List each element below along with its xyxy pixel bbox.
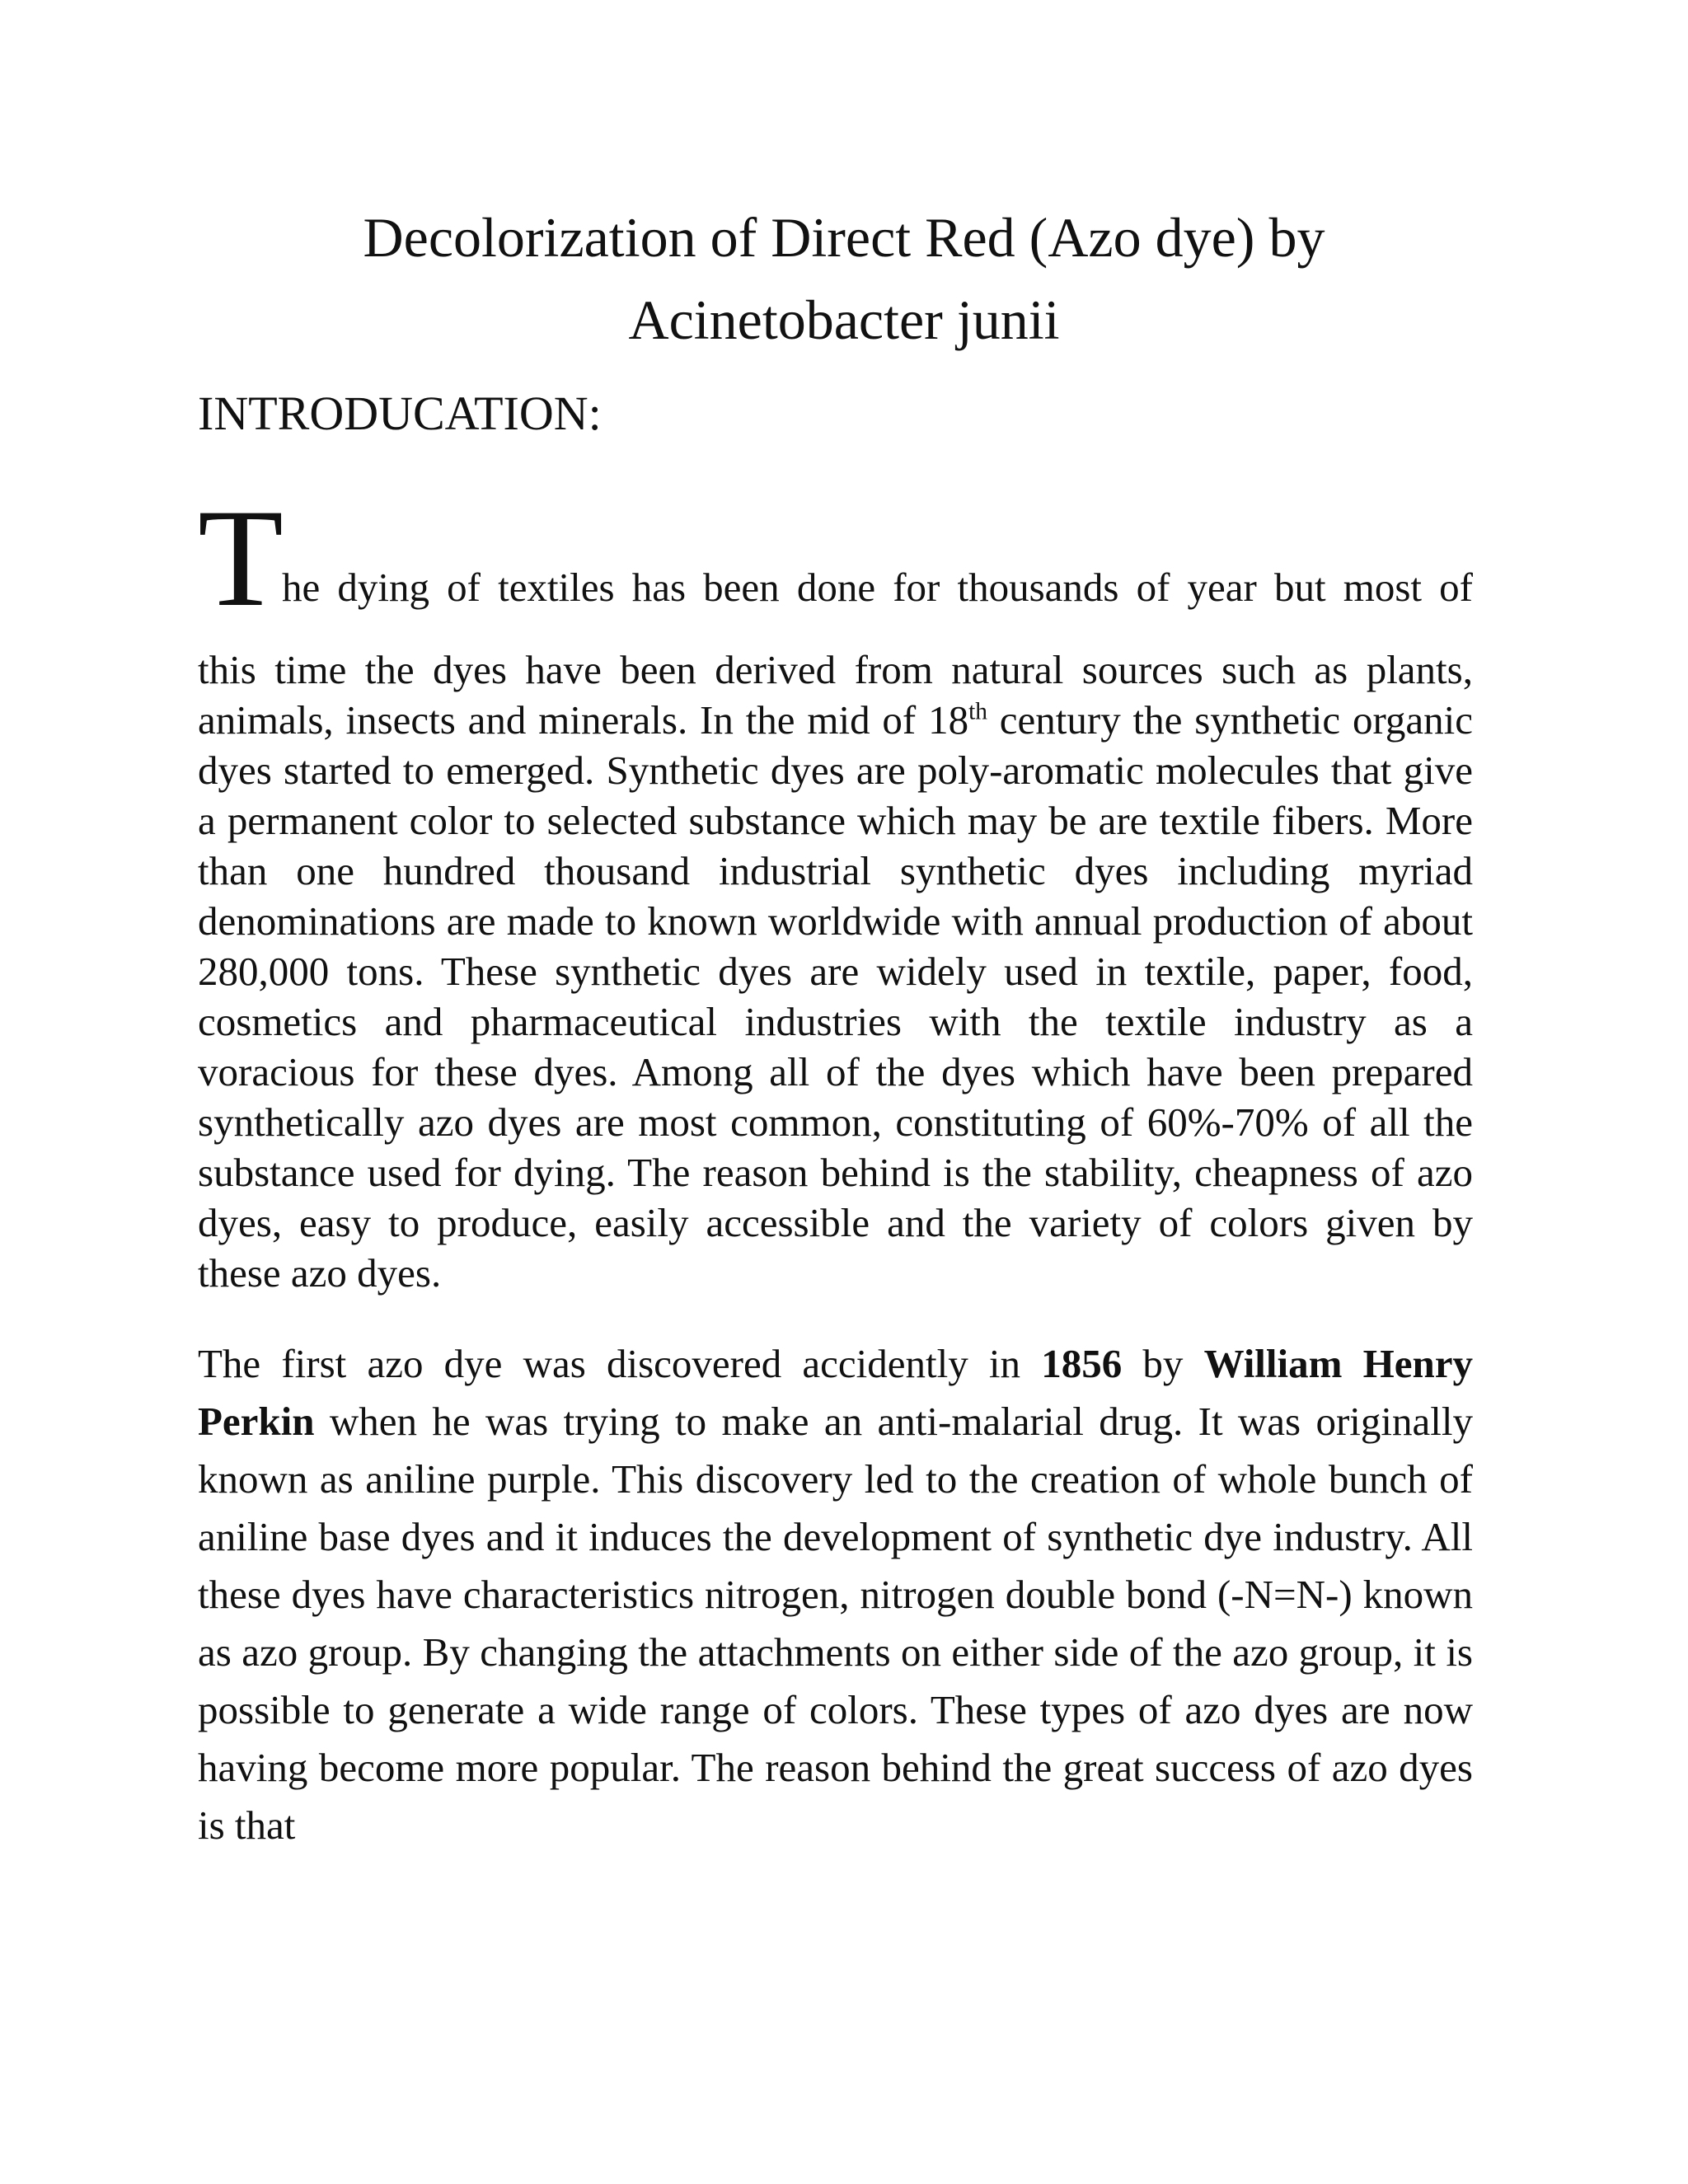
paragraph-body (198, 644, 1473, 1298)
paragraph2-text-b: by (1122, 1341, 1204, 1386)
paragraph2-text-a: The first azo dye was discovered accidently in (198, 1341, 1042, 1386)
text-before-superscript: this time the dyes have been derived from natural sources such as plants, animals, insects and minerals. In the mid of 18 (198, 647, 1473, 743)
intro-paragraph-2 (198, 1335, 1473, 1854)
document-title (198, 196, 1490, 361)
ordinal-superscript: th (968, 698, 987, 725)
drop-cap: T (198, 480, 284, 635)
title-line-2: Acinetobacter junii (628, 288, 1060, 351)
section-heading: INTRODUCATION: (198, 387, 602, 440)
paragraph2-text-c: when he was trying to make an anti-malarial drug. It was originally known as aniline purple. This discovery led to the creation of whole bunch of aniline base dyes and it induces the development of synthetic dye industry. All these dyes have characteristics nitrogen, nitrogen double bond (-N=N-) known as azo group. By changing the attachments on either side of the azo group, it is possible to generate a wide range of colors. These types of azo dyes are now having become more popular. The reason behind the great success of azo dyes is that (198, 1399, 1473, 1848)
first-line-text: he dying of textiles has been done for thousands of year but most of (282, 565, 1473, 610)
person-name: William Henry Perkin (198, 1341, 1474, 1444)
intro-paragraph-1 (198, 480, 1473, 1298)
paragraph-first-line (198, 480, 1473, 644)
text-after-superscript: century the synthetic organic dyes started to emerged. Synthetic dyes are poly-aromatic molecules that give a permanent color to selected substance which may be are textile fibers. More than one hundred thousand industrial synthetic dyes including myriad denominations are made to known worldwide with annual production of about 280,000 tons. These synthetic dyes are widely used in textile, paper, food, cosmetics and pharmaceutical industries with the textile industry as a voracious for these dyes. Among all of the dyes which have been prepared synthetically azo dyes are most common, constituting of 60%-70% of all the substance used for dying. The reason behind is the stability, cheapness of azo dyes, easy to produce, easily accessible and the variety of colors given by these azo dyes. (198, 697, 1473, 1296)
title-line-1: Decolorization of Direct Red (Azo dye) by (363, 206, 1325, 269)
discovery-year: 1856 (1041, 1341, 1123, 1386)
